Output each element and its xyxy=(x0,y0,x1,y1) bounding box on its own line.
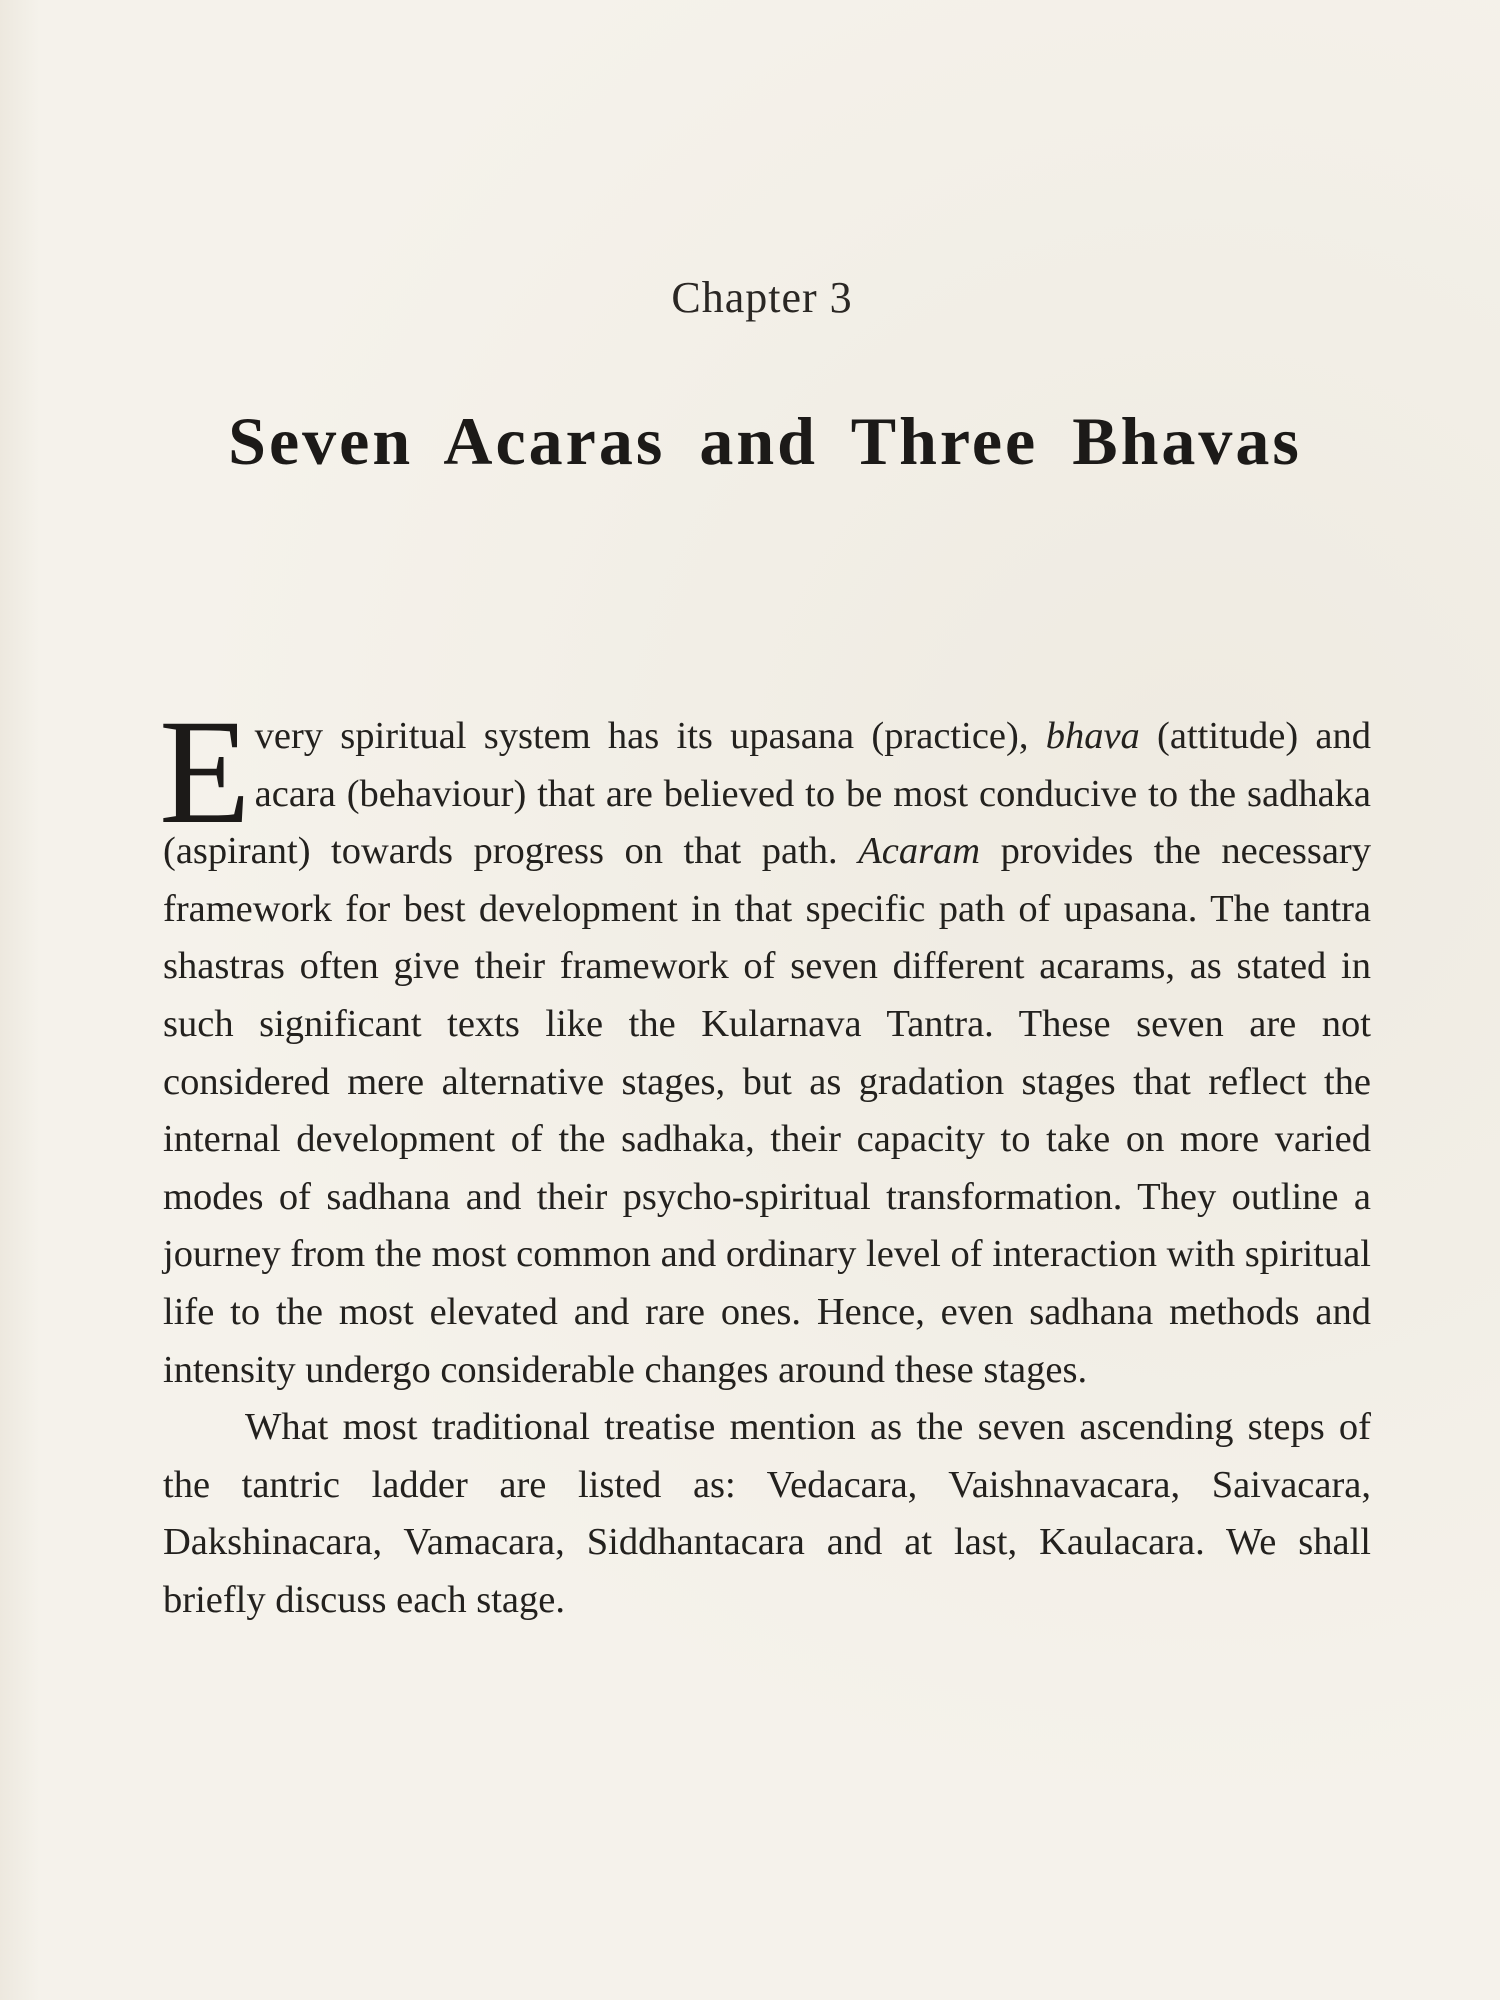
paragraph-1-text-c: provides the necessary framework for best development in that specific path of upasana. The tantra shastras often give their framework of seven different acarams, as stated in such significant texts like the Kularnava Tantra. These seven are not considered mere alternative stages, but as gradation stages that reflect the internal development of the sadhaka, their capacity to take on more varied modes of sadhana and their psycho-spiritual transformation. They outline a journey from the most common and ordinary level of interaction with spiritual life to the most elevated and rare ones. Hence, even sadhana methods and intensity undergo considerable changes around these stages. xyxy=(163,830,1371,1391)
term-acaram: Acaram xyxy=(858,830,981,873)
chapter-label: Chapter 3 xyxy=(671,273,853,322)
chapter-title: Seven Acaras and Three Bhavas xyxy=(228,403,1302,479)
paragraph-2: What most traditional treatise mention as the seven ascending steps of the tantric ladder are listed as: Vedacara, Vaishnavacara, Saivacara, Dakshinacara, Vamacara, Siddhantacara and at last, Kaulacara. We shall briefly discuss each stage. xyxy=(163,1406,1371,1621)
drop-cap: E xyxy=(159,689,251,855)
body-text xyxy=(159,689,1371,1630)
term-bhava: bhava xyxy=(1045,715,1140,757)
paragraph-1-text-a: very spiritual system has its upasana (practice), xyxy=(254,715,1046,757)
paragraph-1-text-b: (attitude) and acara (behaviour) that are believed to be most conducive to the sadhaka (aspirant) towards progress on that path. xyxy=(163,715,1371,873)
paragraph-1 xyxy=(159,689,1371,1399)
